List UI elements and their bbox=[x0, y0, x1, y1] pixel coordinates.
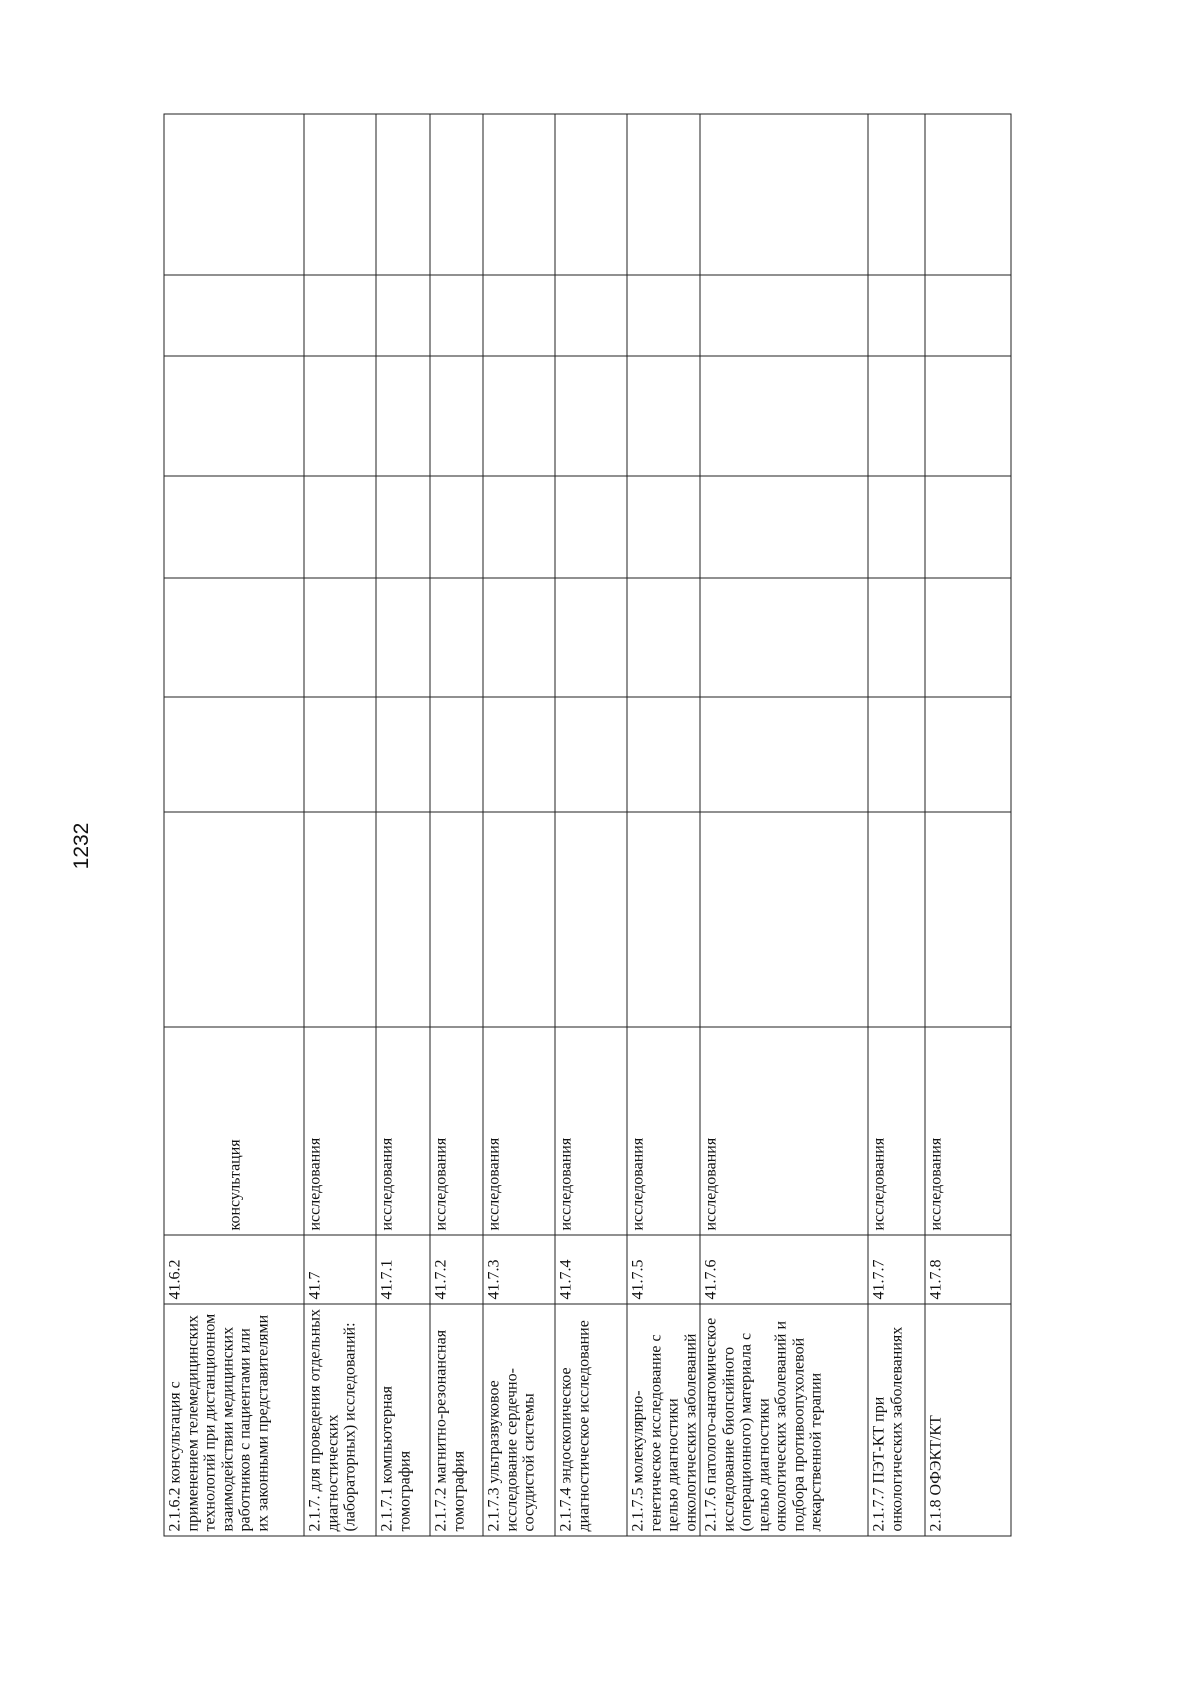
empty-cell bbox=[304, 812, 376, 1027]
service-code-cell: 41.7.4 bbox=[555, 1235, 627, 1304]
unit-cell: исследования bbox=[868, 1027, 925, 1235]
empty-cell bbox=[555, 275, 627, 356]
empty-cell bbox=[555, 114, 627, 275]
service-code-cell: 41.6.2 bbox=[164, 1235, 304, 1304]
empty-cell bbox=[376, 356, 430, 476]
empty-cell bbox=[627, 578, 700, 697]
empty-cell bbox=[868, 275, 925, 356]
empty-cell bbox=[164, 697, 304, 812]
empty-cell bbox=[430, 697, 483, 812]
empty-cell bbox=[430, 356, 483, 476]
service-code-cell: 41.7.1 bbox=[376, 1235, 430, 1304]
empty-cell bbox=[430, 812, 483, 1027]
empty-cell bbox=[700, 356, 868, 476]
empty-cell bbox=[376, 578, 430, 697]
service-name-cell: 2.1.6.2 консультация с применением телемедицинских технологий при дистанционном взаимодействии медицинских работников с пациентами или их законными представителями bbox=[164, 1304, 304, 1536]
service-name-cell: 2.1.7.1 компьютерная томография bbox=[376, 1304, 430, 1536]
empty-cell bbox=[483, 578, 555, 697]
empty-cell bbox=[483, 697, 555, 812]
empty-cell bbox=[868, 114, 925, 275]
unit-cell: исследования bbox=[376, 1027, 430, 1235]
service-code-cell: 41.7.6 bbox=[700, 1235, 868, 1304]
empty-cell bbox=[430, 114, 483, 275]
unit-cell: исследования bbox=[627, 1027, 700, 1235]
empty-cell bbox=[925, 356, 1011, 476]
table-row bbox=[700, 114, 868, 1536]
empty-cell bbox=[700, 476, 868, 578]
table-row bbox=[627, 114, 700, 1536]
empty-cell bbox=[483, 476, 555, 578]
service-code-cell: 41.7.5 bbox=[627, 1235, 700, 1304]
empty-cell bbox=[304, 578, 376, 697]
empty-cell bbox=[627, 275, 700, 356]
empty-cell bbox=[555, 812, 627, 1027]
empty-cell bbox=[555, 578, 627, 697]
empty-cell bbox=[627, 812, 700, 1027]
empty-cell bbox=[164, 476, 304, 578]
unit-cell: исследования bbox=[925, 1027, 1011, 1235]
service-code-cell: 41.7.2 bbox=[430, 1235, 483, 1304]
empty-cell bbox=[555, 476, 627, 578]
service-code-cell: 41.7.3 bbox=[483, 1235, 555, 1304]
empty-cell bbox=[430, 275, 483, 356]
empty-cell bbox=[304, 275, 376, 356]
empty-cell bbox=[868, 476, 925, 578]
empty-cell bbox=[627, 114, 700, 275]
page-number: 1232 bbox=[70, 822, 93, 870]
service-name-cell: 2.1.8 ОФЭКТ/КТ bbox=[925, 1304, 1011, 1536]
service-name-cell: 2.1.7.3 ультразвуковое исследование сердечно-сосудистой системы bbox=[483, 1304, 555, 1536]
empty-cell bbox=[868, 578, 925, 697]
empty-cell bbox=[304, 356, 376, 476]
services-table bbox=[163, 113, 1011, 1536]
empty-cell bbox=[868, 356, 925, 476]
table-row bbox=[164, 114, 304, 1536]
empty-cell bbox=[627, 697, 700, 812]
empty-cell bbox=[376, 114, 430, 275]
empty-cell bbox=[164, 578, 304, 697]
empty-cell bbox=[164, 812, 304, 1027]
table-row bbox=[304, 114, 376, 1536]
empty-cell bbox=[925, 578, 1011, 697]
unit-cell: исследования bbox=[304, 1027, 376, 1235]
service-name-cell: 2.1.7.5 молекулярно-генетическое исследование с целью диагностики онкологических заболеваний bbox=[627, 1304, 700, 1536]
table-row bbox=[376, 114, 430, 1536]
empty-cell bbox=[925, 812, 1011, 1027]
empty-cell bbox=[868, 812, 925, 1027]
rotated-table-container bbox=[163, 114, 1010, 1536]
unit-cell: консультация bbox=[164, 1027, 304, 1235]
empty-cell bbox=[627, 476, 700, 578]
table-row bbox=[868, 114, 925, 1536]
empty-cell bbox=[627, 356, 700, 476]
empty-cell bbox=[700, 114, 868, 275]
empty-cell bbox=[376, 697, 430, 812]
unit-cell: исследования bbox=[555, 1027, 627, 1235]
service-name-cell: 2.1.7.6 патолого-анатомическое исследование биопсийного (операционного) материала с целью диагностики онкологических заболеваний и подбора противоопухолевой лекарственной терапии bbox=[700, 1304, 868, 1536]
service-name-cell: 2.1.7.7 ПЭТ-КТ при онкологических заболеваниях bbox=[868, 1304, 925, 1536]
unit-cell: исследования bbox=[483, 1027, 555, 1235]
table-row bbox=[925, 114, 1011, 1536]
empty-cell bbox=[868, 697, 925, 812]
empty-cell bbox=[430, 578, 483, 697]
empty-cell bbox=[925, 275, 1011, 356]
empty-cell bbox=[483, 275, 555, 356]
empty-cell bbox=[376, 812, 430, 1027]
service-code-cell: 41.7 bbox=[304, 1235, 376, 1304]
service-name-cell: 2.1.7.4 эндоскопическое диагностическое исследование bbox=[555, 1304, 627, 1536]
empty-cell bbox=[304, 697, 376, 812]
service-name-cell: 2.1.7.2 магнитно-резонансная томография bbox=[430, 1304, 483, 1536]
table-row bbox=[430, 114, 483, 1536]
empty-cell bbox=[925, 697, 1011, 812]
empty-cell bbox=[925, 476, 1011, 578]
empty-cell bbox=[700, 578, 868, 697]
empty-cell bbox=[700, 812, 868, 1027]
service-code-cell: 41.7.7 bbox=[868, 1235, 925, 1304]
unit-cell: исследования bbox=[430, 1027, 483, 1235]
empty-cell bbox=[376, 476, 430, 578]
empty-cell bbox=[430, 476, 483, 578]
empty-cell bbox=[376, 275, 430, 356]
empty-cell bbox=[164, 275, 304, 356]
empty-cell bbox=[555, 356, 627, 476]
empty-cell bbox=[700, 275, 868, 356]
empty-cell bbox=[555, 697, 627, 812]
table-row bbox=[483, 114, 555, 1536]
empty-cell bbox=[700, 697, 868, 812]
service-code-cell: 41.7.8 bbox=[925, 1235, 1011, 1304]
empty-cell bbox=[304, 114, 376, 275]
empty-cell bbox=[925, 114, 1011, 275]
empty-cell bbox=[164, 356, 304, 476]
service-name-cell: 2.1.7. для проведения отдельных диагностических (лабораторных) исследований: bbox=[304, 1304, 376, 1536]
empty-cell bbox=[483, 812, 555, 1027]
empty-cell bbox=[164, 114, 304, 275]
table-row bbox=[555, 114, 627, 1536]
empty-cell bbox=[304, 476, 376, 578]
empty-cell bbox=[483, 114, 555, 275]
unit-cell: исследования bbox=[700, 1027, 868, 1235]
empty-cell bbox=[483, 356, 555, 476]
